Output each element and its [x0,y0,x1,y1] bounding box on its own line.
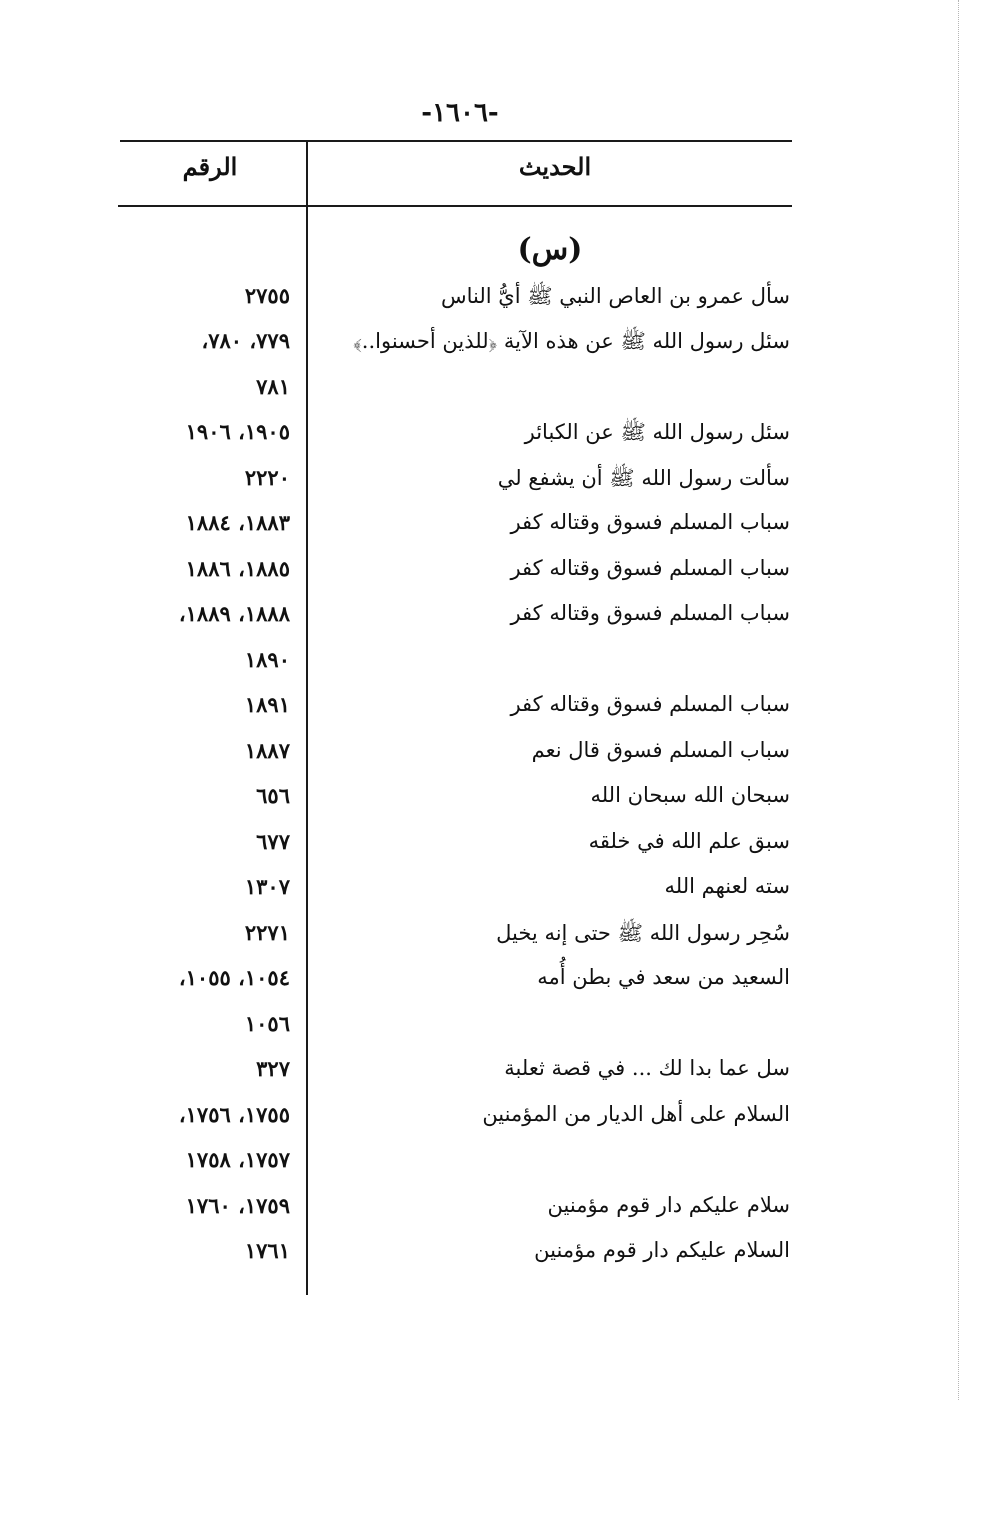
hadith-text: سل عما بدا لك ... في قصة ثعلبة [504,1056,790,1080]
hadith-text: سباب المسلم فسوق وقتاله كفر [510,601,790,625]
hadith-text: سبق علم الله في خلقه [588,829,790,853]
index-row [0,1102,983,1148]
index-row [0,874,983,920]
hadith-text: سلام عليكم دار قوم مؤمنين [547,1193,790,1217]
index-row [0,692,983,738]
hadith-numbers: ١٧٦١ [244,1238,290,1263]
column-header-number: الرقم [182,152,238,181]
index-row [0,647,983,693]
hadith-numbers: ١٧٥٩، ١٧٦٠ [185,1193,290,1218]
hadith-text: السعيد من سعد في بطن أُمه [537,965,790,989]
hadith-numbers: ١٨٨٧ [244,738,290,763]
hadith-text: سئل رسول الله ﷺ عن الكبائر [524,420,790,444]
hadith-numbers: ١٨٨٣، ١٨٨٤ [185,510,290,535]
hadith-text: السلام عليكم دار قوم مؤمنين [534,1238,790,1262]
index-row [0,465,983,511]
index-row [0,1147,983,1193]
index-row [0,556,983,602]
hadith-text: سباب المسلم فسوق قال نعم [531,738,790,762]
index-row [0,965,983,1011]
index-row [0,419,983,465]
table-top-rule [120,140,792,142]
header-bottom-rule [118,205,792,207]
hadith-numbers: ١٨٩٠ [244,647,290,672]
hadith-text: سأل عمرو بن العاص النبي ﷺ أيُّ الناس [440,284,790,308]
index-row [0,601,983,647]
hadith-text: سألت رسول الله ﷺ أن يشفع لي [497,466,790,490]
index-row [0,738,983,784]
hadith-numbers: ٣٢٧ [256,1056,290,1081]
column-header-hadith: الحديث [518,152,592,181]
index-row [0,920,983,966]
index-row [0,829,983,875]
hadith-numbers: ٦٧٧ [256,829,290,854]
hadith-numbers: ٢٢٢٠ [244,465,290,490]
section-letter-heading: (س) [517,232,583,267]
hadith-text: سبحان الله سبحان الله [590,783,790,807]
hadith-numbers: ١٨٨٥، ١٨٨٦ [185,556,290,581]
hadith-text: سباب المسلم فسوق وقتاله كفر [510,556,790,580]
index-row [0,1193,983,1239]
index-row [0,1011,983,1057]
index-row [0,1056,983,1102]
hadith-numbers: ٧٨١ [256,374,290,399]
hadith-text: سته لعنهم الله [664,874,790,898]
hadith-numbers: ٢٧٥٥ [244,283,290,308]
index-row [0,374,983,420]
hadith-text: سباب المسلم فسوق وقتاله كفر [510,510,790,534]
index-row [0,510,983,556]
hadith-numbers: ٢٢٧١ [244,920,290,945]
hadith-numbers: ١٣٠٧ [244,874,290,899]
index-row [0,328,983,374]
page-number: -١٦٠٦- [421,98,499,128]
hadith-numbers: ١٨٩١ [244,692,290,717]
hadith-numbers: ١٧٥٥، ١٧٥٦، [178,1102,290,1127]
hadith-text: السلام على أهل الديار من المؤمنين [482,1102,790,1126]
hadith-numbers: ٦٥٦ [256,783,290,808]
index-row [0,1238,983,1284]
hadith-numbers: ١٩٠٥، ١٩٠٦ [185,419,290,444]
hadith-text: سئل رسول الله ﷺ عن هذه الآية ﴿للذين أحسنوا..﴾ [353,329,790,353]
hadith-text: سُحِر رسول الله ﷺ حتى إنه يخيل [496,921,790,945]
hadith-numbers: ١٠٥٤، ١٠٥٥، [178,965,290,990]
hadith-numbers: ٧٧٩، ٧٨٠، [201,328,290,353]
index-row [0,783,983,829]
hadith-numbers: ١٨٨٨، ١٨٨٩، [178,601,290,626]
hadith-numbers: ١٧٥٧، ١٧٥٨ [185,1147,290,1172]
index-row [0,283,983,329]
hadith-text: سباب المسلم فسوق وقتاله كفر [510,692,790,716]
hadith-numbers: ١٠٥٦ [244,1011,290,1036]
